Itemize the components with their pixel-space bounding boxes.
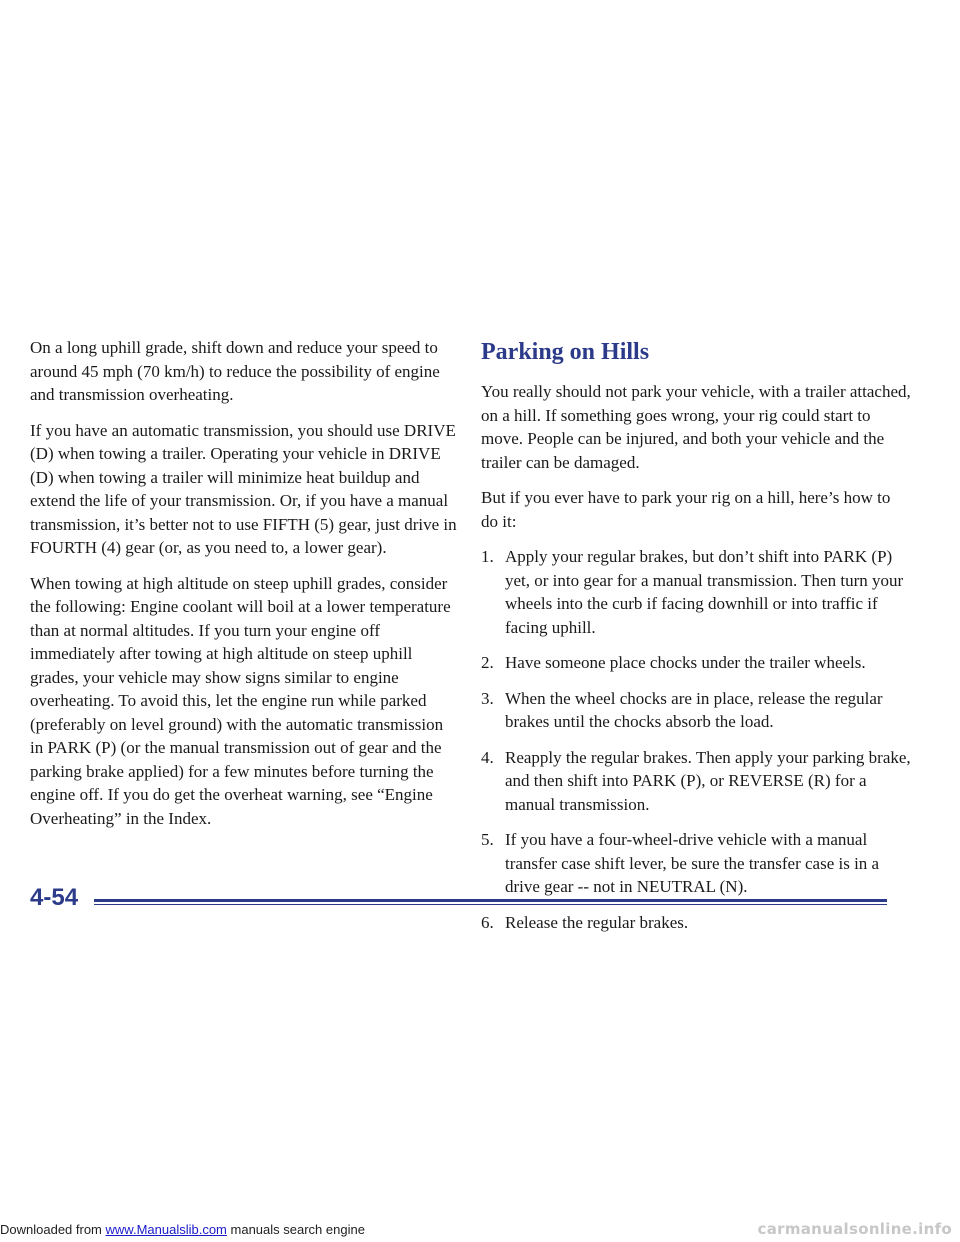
page-number: 4-54 [30,884,79,911]
list-item [481,828,911,899]
section-heading: Parking on Hills [481,339,650,365]
steps-list [481,545,911,934]
paragraph-intro: You really should not park your vehicle, with a trailer attached, on a hill. If something goes wrong, your rig could start to move. People can be injured, and both your vehicle and the trailer can be damaged. [481,382,911,472]
left-column [30,336,460,842]
step-text: Apply your regular brakes, but don’t shift into PARK (P) yet, or into gear for a manual transmission. Then turn your wheels into the curb if facing downhill or into traffic if facing uphill. [505,547,904,637]
step-text: When the wheel chocks are in place, release the regular brakes until the chocks absorb the load. [505,688,883,731]
watermark: carmanualsonline.info [757,1220,952,1238]
download-banner [0,1222,365,1237]
step-number: 2. [481,653,494,672]
right-column [481,336,911,946]
step-text: Release the regular brakes. [505,912,689,932]
list-item [481,651,911,675]
manualslib-link[interactable]: www.Manualslib.com [105,1222,227,1237]
list-item [481,746,911,817]
footer-rule-thin [94,904,887,905]
paragraph-high-altitude: When towing at high altitude on steep uphill grades, consider the following: Engine coolant will boil at a lower temperature than at normal altitudes. If you turn your engine off immediately after towing at high altitude on steep uphill grades, your vehicle may show signs similar to engine overheating. To avoid this, let the engine run while parked (preferably on level ground) with the automatic transmission in PARK (P) (or the manual transmission out of gear and the parking brake applied) for a few minutes before turning the engine off. If you do get the overheat warning, see “Engine Overheating” in the Index. [30,573,451,828]
footer-rule [94,899,887,902]
step-number: 6. [481,912,494,932]
step-text: Have someone place chocks under the trailer wheels. [505,653,866,672]
list-item [481,687,911,734]
step-number: 3. [481,688,494,708]
list-item [481,911,911,935]
step-number: 1. [481,547,494,566]
download-suffix: manuals search engine [230,1222,365,1237]
list-item [481,545,911,639]
step-number: 4. [481,747,494,767]
paragraph-lead: But if you ever have to park your rig on a hill, here’s how to do it: [481,488,891,531]
step-text: If you have a four-wheel-drive vehicle with a manual transfer case shift lever, be sure the transfer case is in a drive gear -- not in NEUTRAL (N). [505,830,880,896]
step-text: Reapply the regular brakes. Then apply your parking brake, and then shift into PARK (P), or REVERSE (R) for a manual transmission. [505,747,911,814]
step-number: 5. [481,830,494,849]
paragraph-uphill-grade: On a long uphill grade, shift down and reduce your speed to around 45 mph (70 km/h) to reduce the possibility of engine and transmission overheating. [30,338,440,404]
download-prefix: Downloaded from [0,1222,102,1237]
paragraph-automatic-transmission: If you have an automatic transmission, you should use DRIVE (D) when towing a trailer. Operating your vehicle in DRIVE (D) when towing a trailer will minimize heat buildup and extend the life of your transmission. Or, if you have a manual transmission, it’s better not to use FIFTH (5) gear, just drive in FOURTH (4) gear (or, as you need to, a lower gear). [30,420,457,557]
